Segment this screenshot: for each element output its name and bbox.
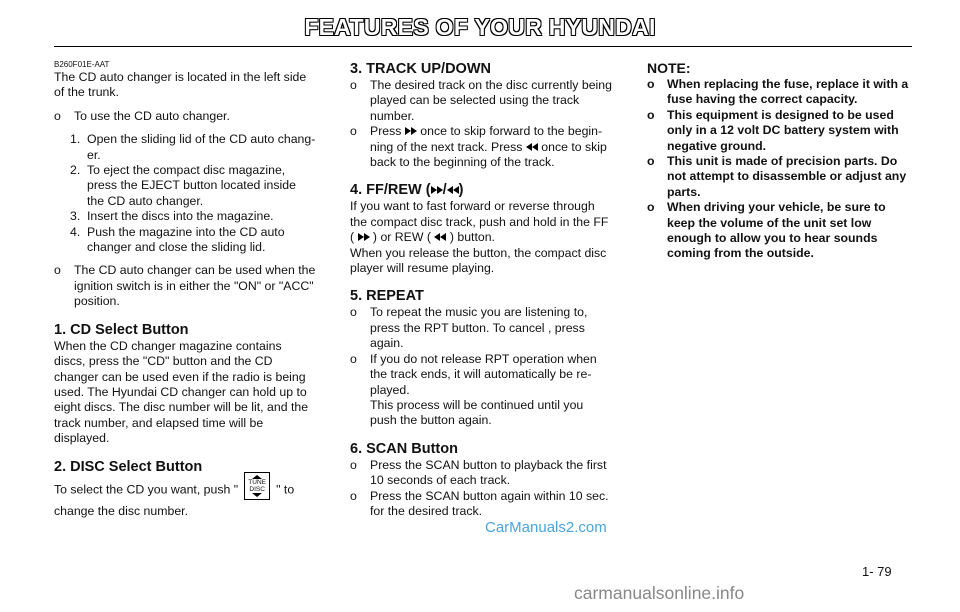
list-item: [350, 124, 612, 170]
track-heading: 3. TRACK UP/DOWN: [350, 61, 491, 77]
ffrew-heading-text: 4. FF/REW (: [350, 182, 431, 199]
note-heading: NOTE:: [647, 60, 691, 76]
page-title: FEATURES OF YOUR HYUNDAI: [304, 14, 656, 40]
repeat-item-cont: This process will be continued until you push the button again.: [370, 397, 584, 428]
step-item: [54, 209, 316, 224]
track-item-text: The desired track on the disc currently being played can be selected using the track number.: [370, 78, 612, 123]
scan-item-text: Press the SCAN button again within 10 sec. for the desired track.: [370, 488, 609, 518]
fast-forward-icon: [358, 233, 370, 241]
fast-forward-icon: [405, 127, 417, 135]
ffrew-body2: When you release the button, the compact disc player will resume playing.: [350, 245, 607, 276]
ffrew-body-text: ) button.: [446, 230, 495, 245]
intro-paragraph: The CD auto changer is located in the left side of the trunk.: [54, 70, 307, 100]
list-item: [350, 352, 612, 429]
bullet: o: [54, 263, 61, 278]
bullet: o: [350, 305, 357, 320]
page-number: 1- 79: [862, 564, 892, 579]
bullet: o: [54, 108, 61, 123]
tune-disc-icon: [244, 472, 270, 500]
list-item: [350, 489, 612, 520]
cd-select-heading: 1. CD Select Button: [54, 321, 189, 338]
rewind-icon: [526, 143, 538, 151]
list-item: [350, 78, 612, 124]
note-item: [647, 108, 912, 154]
scan-item-text: Press the SCAN button to playback the first 10 seconds of each track.: [370, 457, 607, 488]
disc-label: DISC: [249, 485, 265, 493]
ignition-note-text: The CD auto changer can be used when the ignition switch is in either the "ON" or "ACC" position.: [74, 263, 316, 309]
note-item: [647, 200, 912, 262]
repeat-heading: 5. REPEAT: [350, 288, 424, 305]
watermark-carmanualsonline[interactable]: carmanualsonline.info: [574, 583, 745, 603]
bullet: o: [350, 488, 357, 503]
note-item: [647, 154, 912, 200]
arrow-down-icon: [252, 493, 262, 497]
step-number: 3.: [70, 209, 81, 224]
step-item: [54, 132, 316, 163]
step-text: Push the magazine into the CD auto changer and close the sliding lid.: [87, 224, 285, 255]
header-rule: [54, 46, 912, 47]
ffrew-heading-text: /: [442, 182, 447, 199]
step-text: To eject the compact disc magazine, press the EJECT button located inside the CD auto changer.: [87, 163, 296, 208]
ffrew-body-text: ) or REW (: [369, 230, 435, 245]
step-number: 2.: [70, 163, 81, 178]
page-header: [0, 14, 960, 41]
list-item: [350, 458, 612, 489]
ffrew-heading-text: ): [458, 182, 464, 199]
step-number: 4.: [70, 224, 81, 239]
fast-forward-icon: [431, 186, 443, 194]
rewind-icon: [434, 233, 446, 241]
note-text: This unit is made of precision parts. Do not attempt to disassemble or adjust any parts.: [667, 154, 907, 199]
note-text: This equipment is designed to be used only in a 12 volt DC battery system with negative ground.: [667, 107, 899, 153]
repeat-item-text: If you do not release RPT operation when the track ends, it will automatically be re- played.: [370, 351, 597, 397]
bullet: o: [647, 200, 655, 215]
watermark-carmanuals2[interactable]: CarManuals2.com: [485, 519, 607, 536]
bullet: o: [350, 351, 357, 366]
bullet: o: [647, 107, 655, 122]
bullet: o: [350, 78, 357, 92]
track-item-text: once to skip forward to the begin- ning of the next track. Press: [370, 124, 603, 154]
bullet: o: [647, 154, 655, 169]
list-item: [350, 305, 612, 351]
scan-heading: 6. SCAN Button: [350, 440, 458, 457]
cd-select-body: When the CD changer magazine contains discs, press the "CD" button and the CD changer can be used even if the radio is being used. The Hyundai CD changer can hold up to eight discs. The disc number will be lit, and the track number, and elapsed time will be displayed.: [54, 338, 309, 446]
disc-select-text: To select the CD you want, push ": [54, 481, 239, 496]
list-item: [54, 109, 316, 124]
step-number: 1.: [70, 132, 81, 147]
disc-select-body: [54, 476, 316, 519]
column-right: [647, 60, 912, 262]
tune-label: TUNE: [248, 478, 266, 486]
ffrew-body-text: If you want to fast forward or reverse through the compact disc track, push and hold in the FF (: [350, 199, 609, 245]
disc-select-text: " to change the disc number.: [54, 481, 295, 518]
step-item: [54, 163, 316, 209]
step-text: Open the sliding lid of the CD auto chang- er.: [87, 132, 316, 162]
disc-select-heading: 2. DISC Select Button: [54, 458, 203, 475]
note-item: [647, 77, 912, 108]
repeat-item-text: To repeat the music you are listening to, press the RPT button. To cancel , press again.: [370, 305, 588, 351]
use-intro-text: To use the CD auto changer.: [74, 108, 230, 123]
bullet: o: [647, 77, 655, 91]
track-item-text: once to skip back to the beginning of the track.: [370, 139, 607, 170]
bullet: o: [350, 124, 357, 139]
list-item: [54, 263, 316, 309]
step-item: [54, 225, 316, 256]
note-text: When replacing the fuse, replace it with a fuse having the correct capacity.: [667, 77, 909, 107]
bullet: o: [350, 457, 357, 472]
ffrew-heading: [350, 181, 612, 199]
column-left: [54, 60, 316, 519]
step-text: Insert the discs into the magazine.: [87, 209, 274, 224]
reference-code: B260F01E-AAT: [54, 60, 110, 69]
note-text: When driving your vehicle, be sure to keep the volume of the unit set low enough to allow you to hear sounds coming from the outside.: [667, 200, 886, 261]
track-item-text: Press: [370, 124, 405, 139]
column-middle: [350, 60, 612, 519]
ffrew-body: [350, 199, 612, 245]
rewind-icon: [447, 186, 459, 194]
